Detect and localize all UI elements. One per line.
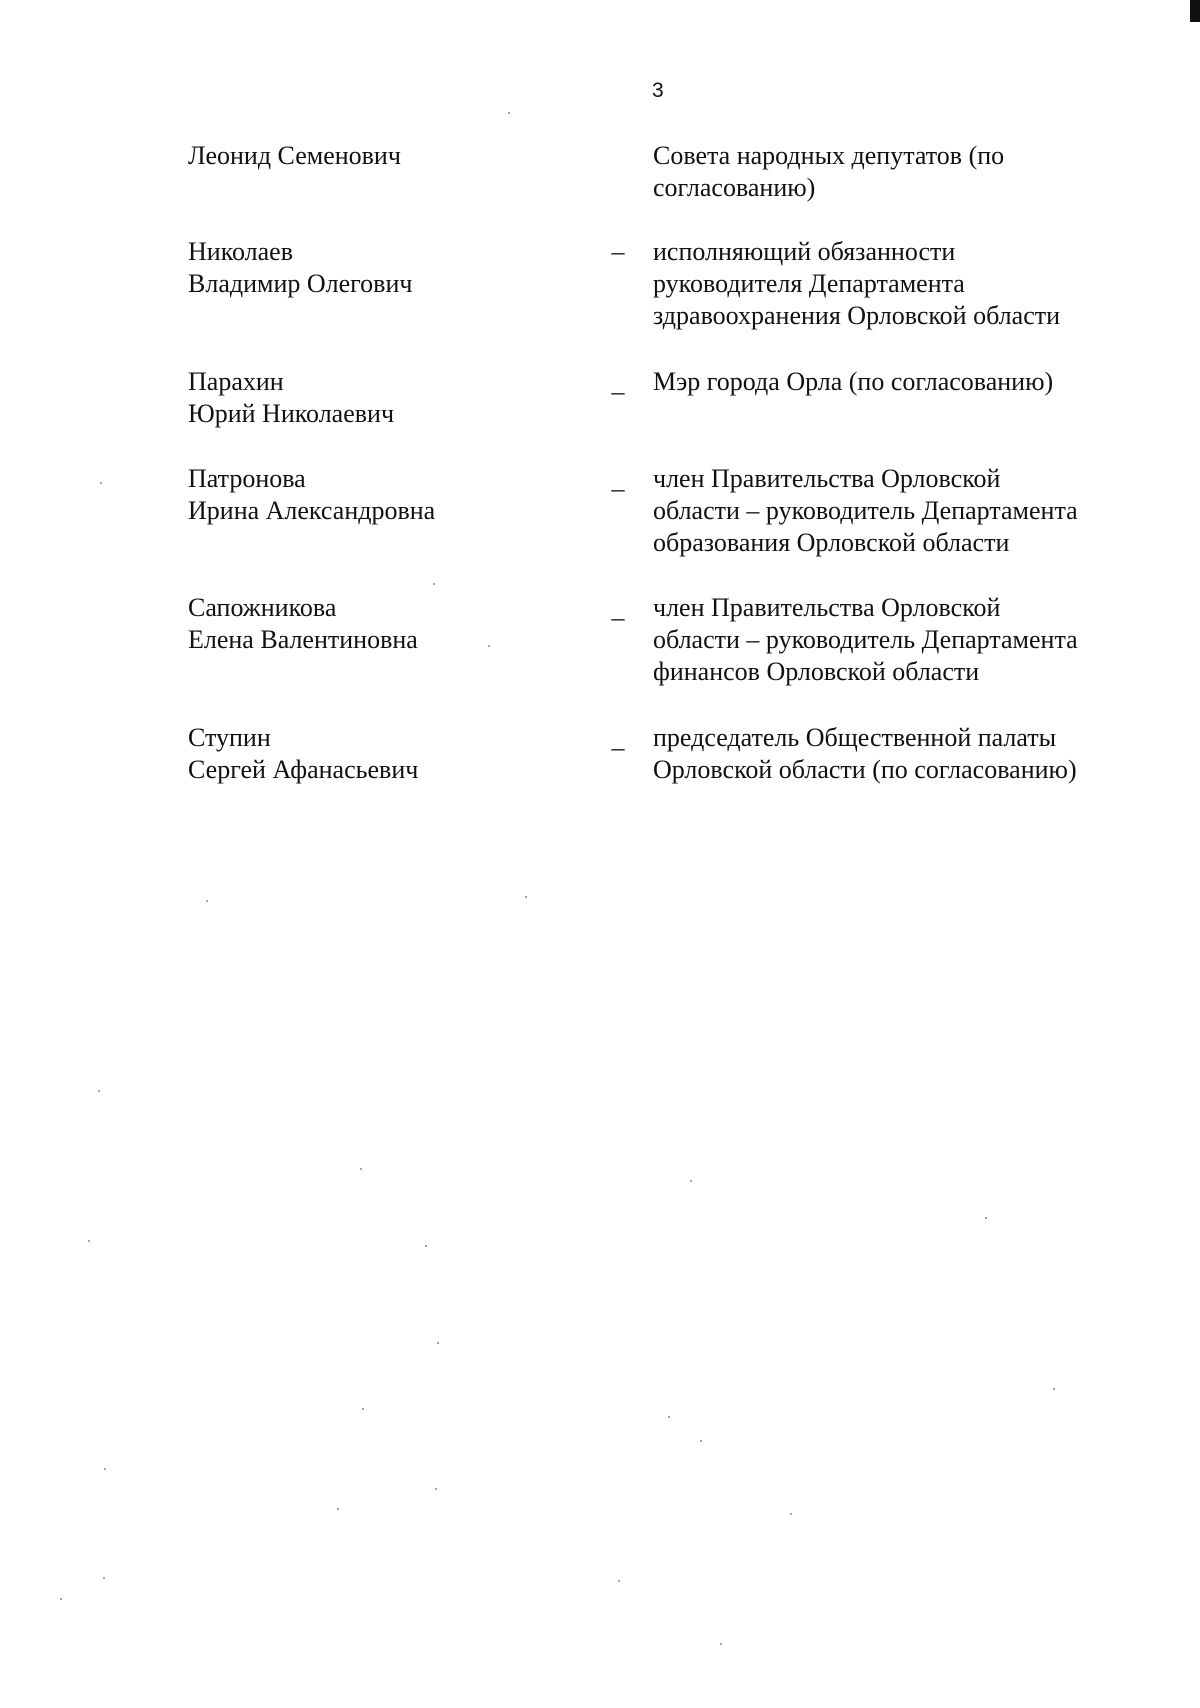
corner-mark xyxy=(1190,0,1200,22)
scan-speck xyxy=(433,583,435,585)
scan-speck xyxy=(618,1580,620,1582)
member-position: Совета народных депутатов (по согласованию) xyxy=(653,141,1005,202)
member-position: председатель Общественной палаты Орловской области (по согласованию) xyxy=(653,723,1077,784)
member-position: исполняющий обязанности руководителя Департамента здравоохранения Орловской области xyxy=(653,237,1061,330)
member-name: Леонид Семенович xyxy=(188,141,401,170)
scan-speck xyxy=(100,482,102,484)
member-name: Николаев Владимир Олегович xyxy=(188,237,413,298)
scan-speck xyxy=(720,1643,722,1645)
scan-speck xyxy=(690,1180,692,1182)
member-dash: – xyxy=(611,237,625,266)
member-name: Патронова Ирина Александровна xyxy=(188,464,436,525)
scan-speck xyxy=(1053,1388,1055,1390)
scan-speck xyxy=(488,645,490,647)
scan-speck xyxy=(508,112,510,114)
member-name: Ступин Сергей Афанасьевич xyxy=(188,723,419,784)
page-number: 3 xyxy=(652,79,664,102)
member-dash: – xyxy=(611,733,625,762)
scan-speck xyxy=(98,1090,100,1092)
scan-speck xyxy=(362,1408,364,1410)
member-position: Мэр города Орла (по согласованию) xyxy=(653,367,1054,396)
scan-speck xyxy=(668,1416,670,1418)
scan-speck xyxy=(104,1468,106,1470)
scan-speck xyxy=(435,1488,437,1490)
scan-speck xyxy=(790,1513,792,1515)
member-name: Парахин Юрий Николаевич xyxy=(188,367,395,428)
member-position: член Правительства Орловской области – руководитель Департамента образования Орловской области xyxy=(653,464,1078,557)
scan-speck xyxy=(337,1508,339,1510)
scan-speck xyxy=(103,1577,105,1579)
scan-speck xyxy=(88,1240,90,1242)
scan-speck xyxy=(525,896,527,898)
scan-speck xyxy=(360,1168,362,1170)
scan-speck xyxy=(985,1217,987,1219)
scan-speck xyxy=(206,900,208,902)
member-dash: – xyxy=(611,474,625,503)
member-dash: – xyxy=(611,377,625,406)
member-position: член Правительства Орловской области – руководитель Департамента финансов Орловской области xyxy=(653,593,1078,686)
member-name: Сапожникова Елена Валентиновна xyxy=(188,593,418,654)
scan-speck xyxy=(700,1440,702,1442)
scan-speck xyxy=(425,1245,427,1247)
member-dash: – xyxy=(611,603,625,632)
scan-speck xyxy=(60,1598,62,1600)
scan-speck xyxy=(437,1342,439,1344)
